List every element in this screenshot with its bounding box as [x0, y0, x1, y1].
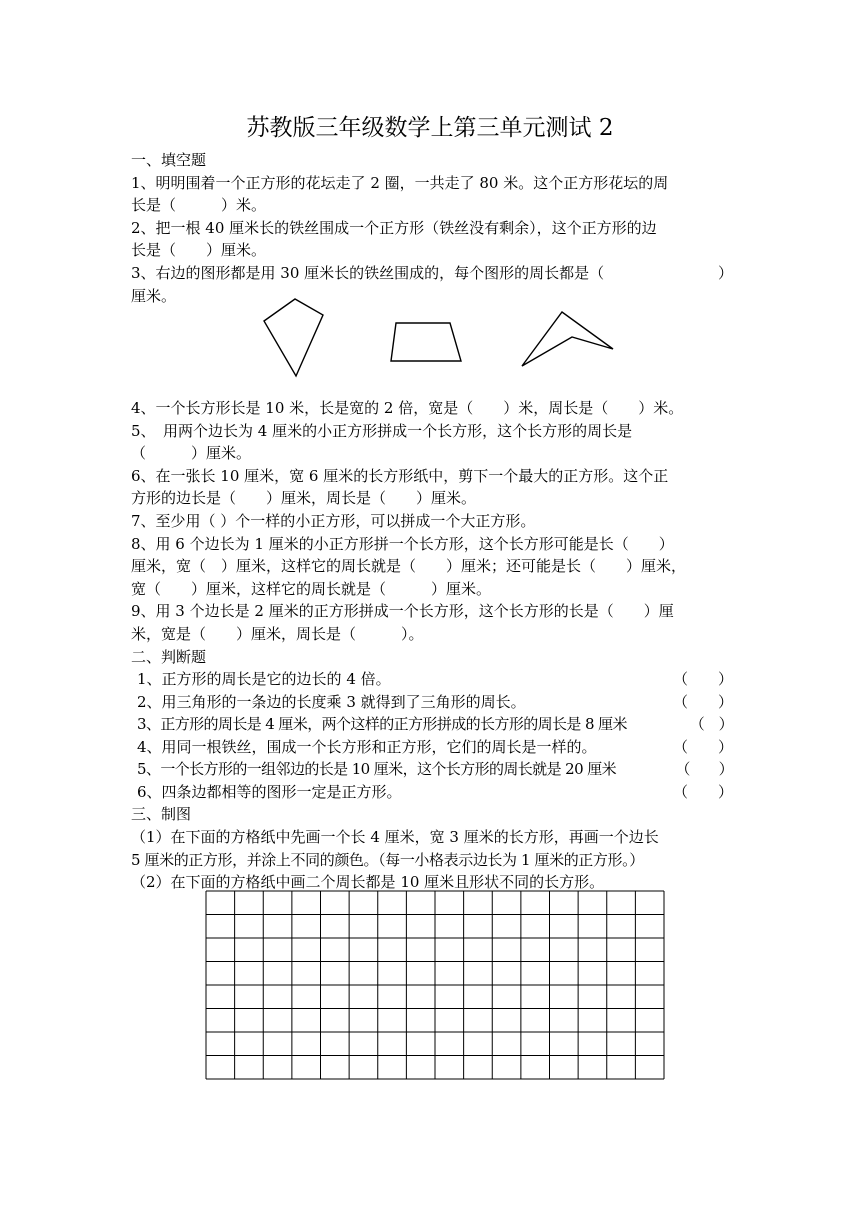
judge-mark: （ ）	[672, 783, 733, 801]
q5-line1: 5、 用两个边长为 4 厘米的小正方形拼成一个长方形，这个长方形的周长是	[131, 422, 633, 440]
q9-line1: 9、用 3 个边长是 2 厘米的正方形拼成一个长方形，这个长方形的长是（ ）厘	[131, 602, 674, 620]
q8-line1: 8、用 6 个边长为 1 厘米的小正方形拼一个长方形，这个长方形可能是长（ ）	[131, 535, 674, 553]
q3-text: 3、右边的图形都是用 30 厘米长的铁丝围成的，每个图形的周长都是（	[131, 264, 605, 282]
section2-heading: 二、判断题	[131, 648, 207, 666]
section3-heading: 三、制图	[131, 805, 192, 823]
q9-line2: 米，宽是（ ）厘米，周长是（ ）。	[131, 625, 424, 643]
q1-line2: 长是（ ）米。	[131, 196, 267, 214]
q7-line1: 7、至少用（ ）个一样的小正方形，可以拼成一个大正方形。	[131, 512, 536, 530]
q6-line2: 方形的边长是（ ）厘米，周长是（ ）厘米。	[131, 489, 477, 507]
page-title: 苏教版三年级数学上第三单元测试 2	[246, 115, 614, 141]
drawing-task-1-line2: 5 厘米的正方形，并涂上不同的颜色。（每一小格表示边长为 1 厘米的正方形。）	[131, 851, 644, 869]
judge-text: 2、用三角形的一条边的长度乘 3 就得到了三角形的周长。	[137, 693, 526, 711]
q2-line2: 长是（ ）厘米。	[131, 241, 267, 259]
judge-mark: （ ）	[689, 715, 733, 733]
judge-mark: （ ）	[672, 738, 733, 756]
judge-text: 1、正方形的周长是它的边长的 4 倍。	[137, 670, 391, 688]
section1-heading: 一、填空题	[131, 151, 207, 169]
drawing-task-2: （2）在下面的方格纸中画二个周长都是 10 厘米且形状不同的长方形。	[131, 873, 605, 891]
q5-line2: （ ）厘米。	[131, 444, 252, 462]
q4-line1: 4、一个长方形长是 10 米，长是宽的 2 倍，宽是（ ）米，周长是（ ）米。	[131, 399, 684, 417]
judge-text: 3、正方形的周长是 4 厘米，两个这样的正方形拼成的长方形的周长是 8 厘米	[137, 715, 627, 733]
q8-line2: 厘米，宽（ ）厘米，这样它的周长就是（ ）厘米；还可能是长（ ）厘米，	[131, 557, 687, 575]
q8-line3: 宽（ ）厘米，这样它的周长就是（ ）厘米。	[131, 580, 492, 598]
judge-mark: （ ）	[672, 670, 733, 688]
q6-line1: 6、在一张长 10 厘米，宽 6 厘米的长方形纸中，剪下一个最大的正方形。这个正	[131, 467, 669, 485]
judge-mark: （ ）	[672, 693, 733, 711]
q3-blank: ）	[717, 264, 733, 282]
q1-line1: 1、明明围着一个正方形的花坛走了 2 圈，一共走了 80 米。这个正方形花坛的周	[131, 174, 669, 192]
q3-line2: 厘米。	[131, 287, 177, 305]
q2-line1: 2、把一根 40 厘米长的铁丝围成一个正方形（铁丝没有剩余），这个正方形的边	[131, 219, 657, 237]
drawing-task-1-line1: （1）在下面的方格纸中先画一个长 4 厘米，宽 3 厘米的长方形，再画一个边长	[131, 828, 659, 846]
judge-text: 6、四条边都相等的图形一定是正方形。	[137, 783, 402, 801]
judge-text: 4、用同一根铁丝，围成一个长方形和正方形，它们的周长是一样的。	[137, 738, 597, 756]
judge-text: 5、一个长方形的一组邻边的长是 10 厘米，这个长方形的周长就是 20 厘米	[137, 760, 616, 778]
judge-mark: （ ）	[675, 760, 733, 778]
